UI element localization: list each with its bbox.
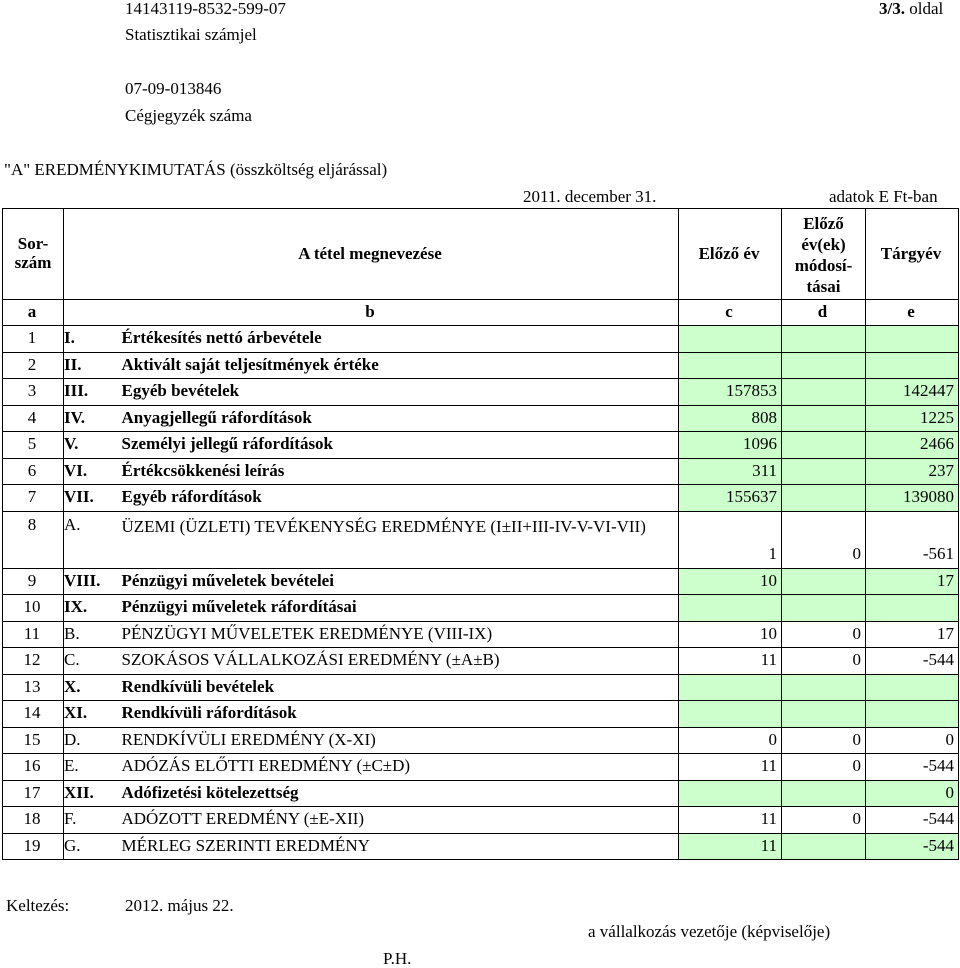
row-code: E. — [64, 754, 120, 781]
row-code: IV. — [64, 405, 120, 432]
row-code: VIII. — [64, 568, 120, 595]
row-number: 6 — [3, 458, 64, 485]
row-number: 14 — [3, 701, 64, 728]
row-code: F. — [64, 807, 120, 834]
column-letter-b: b — [64, 300, 679, 326]
modification-value[interactable] — [782, 379, 866, 406]
prev-year-value[interactable] — [679, 780, 782, 807]
column-header-prev-year: Előző év — [679, 209, 782, 300]
column-letter-c: c — [679, 300, 782, 326]
prev-year-value[interactable] — [679, 326, 782, 353]
prev-year-value[interactable] — [679, 352, 782, 379]
unit-label: adatok E Ft-ban — [829, 187, 938, 206]
row-label: Egyéb bevételek — [120, 379, 679, 406]
row-number: 16 — [3, 754, 64, 781]
table-header-row — [3, 209, 959, 300]
table-row — [3, 485, 959, 512]
row-number: 11 — [3, 621, 64, 648]
table-row — [3, 326, 959, 353]
prev-year-value[interactable]: 311 — [679, 458, 782, 485]
table-row — [3, 595, 959, 622]
row-code: II. — [64, 352, 120, 379]
stat-number: 14143119-8532-599-07 — [125, 0, 286, 18]
row-number: 2 — [3, 352, 64, 379]
prev-year-value[interactable]: 1096 — [679, 432, 782, 459]
row-label: Rendkívüli ráfordítások — [120, 701, 679, 728]
row-code: A. — [64, 511, 120, 568]
row-label: Értékesítés nettó árbevétele — [120, 326, 679, 353]
current-year-value[interactable]: 0 — [866, 727, 959, 754]
row-number: 5 — [3, 432, 64, 459]
row-number: 9 — [3, 568, 64, 595]
row-label: ÜZEMI (ÜZLETI) TEVÉKENYSÉG EREDMÉNYE (I±II+III-IV-V-VI-VII) — [120, 511, 679, 568]
row-code: D. — [64, 727, 120, 754]
row-code: VII. — [64, 485, 120, 512]
row-code: XI. — [64, 701, 120, 728]
keltezes-label: Keltezés: — [6, 896, 70, 915]
row-label: Értékcsökkenési leírás — [120, 458, 679, 485]
table-row — [3, 674, 959, 701]
table-row — [3, 807, 959, 834]
table-row — [3, 458, 959, 485]
prev-year-value[interactable]: 10 — [679, 621, 782, 648]
table-row — [3, 701, 959, 728]
signature-label: a vállalkozás vezetője (képviselője) — [588, 922, 831, 941]
modification-value[interactable] — [782, 405, 866, 432]
row-label: PÉNZÜGYI MŰVELETEK EREDMÉNYE (VIII-IX) — [120, 621, 679, 648]
row-number: 12 — [3, 648, 64, 675]
modification-value[interactable]: 0 — [782, 727, 866, 754]
table-row — [3, 405, 959, 432]
row-label: Aktivált saját teljesítmények értéke — [120, 352, 679, 379]
current-year-value[interactable]: 237 — [866, 458, 959, 485]
row-number: 3 — [3, 379, 64, 406]
row-code: G. — [64, 833, 120, 860]
current-year-value[interactable]: 139080 — [866, 485, 959, 512]
page-number-value: 3/3. — [879, 0, 905, 18]
modification-value[interactable]: 0 — [782, 807, 866, 834]
table-row — [3, 754, 959, 781]
row-number: 15 — [3, 727, 64, 754]
row-code: VI. — [64, 458, 120, 485]
row-code: C. — [64, 648, 120, 675]
row-code: V. — [64, 432, 120, 459]
current-year-value[interactable] — [866, 701, 959, 728]
current-year-value[interactable] — [866, 352, 959, 379]
table-row — [3, 621, 959, 648]
row-label: Adófizetési kötelezettség — [120, 780, 679, 807]
row-label: Személyi jellegű ráfordítások — [120, 432, 679, 459]
table-row — [3, 727, 959, 754]
modification-value[interactable] — [782, 568, 866, 595]
income-statement-table — [2, 208, 959, 860]
row-number: 7 — [3, 485, 64, 512]
modification-value[interactable] — [782, 458, 866, 485]
row-label: MÉRLEG SZERINTI EREDMÉNY — [120, 833, 679, 860]
column-header-name: A tétel megnevezése — [64, 209, 679, 300]
current-year-value[interactable]: 142447 — [866, 379, 959, 406]
current-year-value[interactable]: -544 — [866, 754, 959, 781]
prev-year-value[interactable]: 10 — [679, 568, 782, 595]
row-number: 19 — [3, 833, 64, 860]
keltezes-date: 2012. május 22. — [125, 896, 234, 915]
column-letter-row — [3, 300, 959, 326]
table-row — [3, 648, 959, 675]
registration-number: 07-09-013846 — [125, 79, 222, 98]
current-year-value[interactable]: 2466 — [866, 432, 959, 459]
prev-year-value[interactable]: 11 — [679, 754, 782, 781]
current-year-value[interactable] — [866, 326, 959, 353]
row-label: Rendkívüli bevételek — [120, 674, 679, 701]
row-label: Pénzügyi műveletek bevételei — [120, 568, 679, 595]
current-year-value[interactable]: -544 — [866, 807, 959, 834]
registration-label: Cégjegyzék száma — [125, 106, 252, 125]
modification-value[interactable] — [782, 595, 866, 622]
table-row — [3, 568, 959, 595]
row-label: RENDKÍVÜLI EREDMÉNY (X-XI) — [120, 727, 679, 754]
row-label: ADÓZÁS ELŐTTI EREDMÉNY (±C±D) — [120, 754, 679, 781]
modification-value[interactable]: 0 — [782, 511, 866, 568]
current-year-value[interactable]: -561 — [866, 511, 959, 568]
page-number — [879, 0, 943, 17]
stamp-placeholder: P.H. — [383, 949, 412, 968]
row-number: 13 — [3, 674, 64, 701]
column-letter-e: e — [866, 300, 959, 326]
modification-value[interactable] — [782, 352, 866, 379]
row-code: B. — [64, 621, 120, 648]
table-row — [3, 833, 959, 860]
row-number: 4 — [3, 405, 64, 432]
column-header-sorszam: Sor- szám — [3, 209, 64, 300]
modification-value[interactable]: 0 — [782, 621, 866, 648]
current-year-value[interactable]: -544 — [866, 833, 959, 860]
row-label: ADÓZOTT EREDMÉNY (±E-XII) — [120, 807, 679, 834]
current-year-value[interactable]: -544 — [866, 648, 959, 675]
row-number: 17 — [3, 780, 64, 807]
prev-year-value[interactable]: 1 — [679, 511, 782, 568]
row-number: 8 — [3, 511, 64, 568]
current-year-value[interactable]: 0 — [866, 780, 959, 807]
row-label: Anyagjellegű ráfordítások — [120, 405, 679, 432]
report-date: 2011. december 31. — [523, 187, 657, 206]
column-header-modifications: Előző év(ek) módosí- tásai — [782, 209, 866, 300]
current-year-value[interactable] — [866, 674, 959, 701]
current-year-value[interactable] — [866, 595, 959, 622]
prev-year-value[interactable]: 808 — [679, 405, 782, 432]
table-row — [3, 780, 959, 807]
modification-value[interactable]: 0 — [782, 754, 866, 781]
current-year-value[interactable]: 17 — [866, 568, 959, 595]
row-label: Egyéb ráfordítások — [120, 485, 679, 512]
row-code: I. — [64, 326, 120, 353]
table-row — [3, 379, 959, 406]
prev-year-value[interactable]: 11 — [679, 648, 782, 675]
modification-value[interactable] — [782, 432, 866, 459]
row-label: SZOKÁSOS VÁLLALKOZÁSI EREDMÉNY (±A±B) — [120, 648, 679, 675]
current-year-value[interactable]: 17 — [866, 621, 959, 648]
modification-value[interactable] — [782, 701, 866, 728]
prev-year-value[interactable]: 0 — [679, 727, 782, 754]
current-year-value[interactable]: 1225 — [866, 405, 959, 432]
table-row — [3, 432, 959, 459]
prev-year-value[interactable]: 11 — [679, 833, 782, 860]
row-code: XII. — [64, 780, 120, 807]
table-row — [3, 352, 959, 379]
report-title: "A" EREDMÉNYKIMUTATÁS (összköltség eljárással) — [4, 160, 388, 179]
column-header-current-year: Tárgyév — [866, 209, 959, 300]
row-code: III. — [64, 379, 120, 406]
prev-year-value[interactable] — [679, 701, 782, 728]
prev-year-value[interactable]: 157853 — [679, 379, 782, 406]
row-number: 18 — [3, 807, 64, 834]
stat-label: Statisztikai számjel — [125, 25, 257, 44]
prev-year-value[interactable]: 155637 — [679, 485, 782, 512]
prev-year-value[interactable] — [679, 674, 782, 701]
modification-value[interactable] — [782, 326, 866, 353]
row-label: Pénzügyi műveletek ráfordításai — [120, 595, 679, 622]
row-number: 1 — [3, 326, 64, 353]
table-row — [3, 511, 959, 568]
modification-value[interactable] — [782, 485, 866, 512]
prev-year-value[interactable] — [679, 595, 782, 622]
modification-value[interactable]: 0 — [782, 648, 866, 675]
prev-year-value[interactable]: 11 — [679, 807, 782, 834]
row-number: 10 — [3, 595, 64, 622]
page-number-word: oldal — [909, 0, 944, 18]
modification-value[interactable] — [782, 780, 866, 807]
row-code: IX. — [64, 595, 120, 622]
row-code: X. — [64, 674, 120, 701]
column-letter-a: a — [3, 300, 64, 326]
modification-value[interactable] — [782, 674, 866, 701]
column-letter-d: d — [782, 300, 866, 326]
modification-value[interactable] — [782, 833, 866, 860]
